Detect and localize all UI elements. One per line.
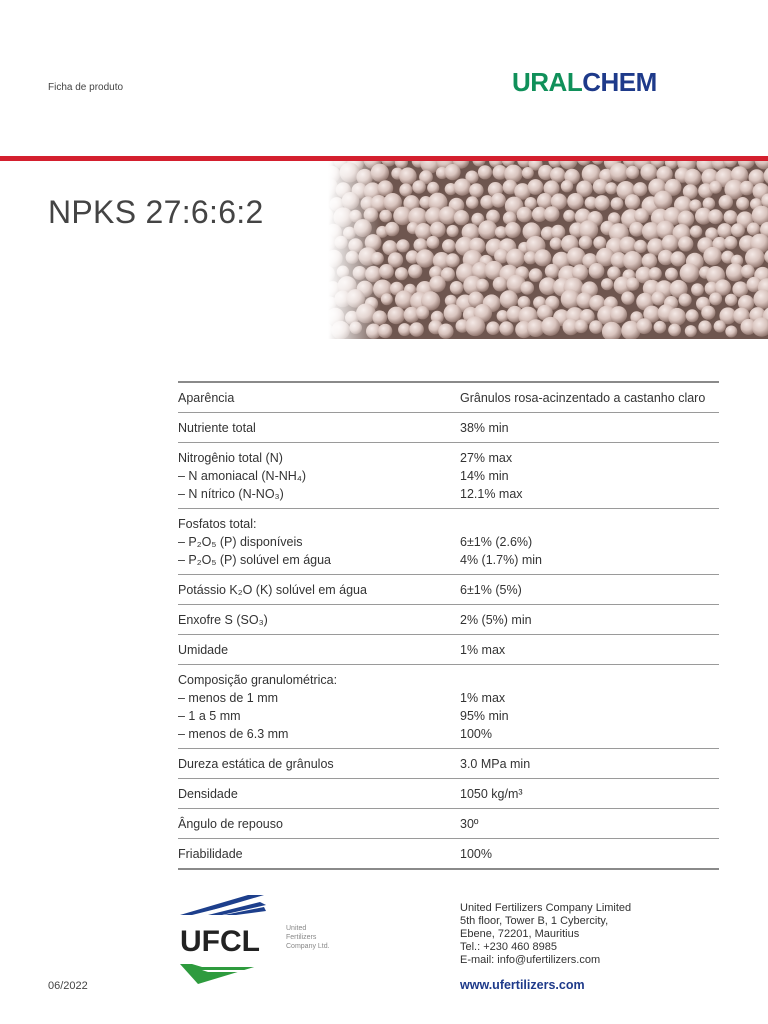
spec-label-line: – 1 a 5 mm xyxy=(178,709,241,723)
spec-row xyxy=(178,605,719,635)
spec-label-line: Aparência xyxy=(178,391,235,405)
spec-row xyxy=(178,509,719,575)
spec-label-line: – P₂O₅ (P) disponíveis xyxy=(178,535,303,549)
spec-label xyxy=(178,839,460,870)
spec-row xyxy=(178,575,719,605)
email-address[interactable]: E-mail: info@ufertilizers.com xyxy=(460,954,601,966)
spec-label xyxy=(178,509,460,575)
spec-value-line: 95% min xyxy=(460,709,509,723)
spec-label xyxy=(178,779,460,809)
fertilizer-granules-image xyxy=(328,161,768,339)
spec-label-line: – menos de 1 mm xyxy=(178,691,279,705)
address-line-1: 5th floor, Tower B, 1 Cybercity, xyxy=(460,915,609,927)
spec-row xyxy=(178,809,719,839)
brand-name-part1: URAL xyxy=(512,67,583,97)
spec-label-line: Nitrogênio total (N) xyxy=(178,451,283,465)
logo-blue-stripes-icon xyxy=(180,895,266,915)
spec-label xyxy=(178,382,460,413)
uralchem-logo xyxy=(512,66,657,98)
spec-row xyxy=(178,413,719,443)
spec-value xyxy=(460,749,719,779)
spec-label xyxy=(178,575,460,605)
spec-row xyxy=(178,443,719,509)
company-name: United Fertilizers Company Limited xyxy=(460,902,632,914)
spec-label xyxy=(178,665,460,749)
spec-value xyxy=(460,509,719,575)
spec-value xyxy=(460,382,719,413)
address-line-2: Ebene, 72201, Mauritius xyxy=(460,928,580,940)
spec-label-line: Umidade xyxy=(178,643,229,657)
ufcl-logo xyxy=(178,893,338,985)
spec-value xyxy=(460,413,719,443)
ufcl-subtitle-line1: United xyxy=(286,925,307,932)
document-type-label: Ficha de produto xyxy=(48,82,124,93)
spec-row xyxy=(178,665,719,749)
spec-value-line: 30º xyxy=(460,817,479,831)
spec-row xyxy=(178,839,719,870)
spec-value xyxy=(460,665,719,749)
spec-row xyxy=(178,382,719,413)
spec-value-line: 6±1% (5%) xyxy=(460,583,522,597)
logo-green-stripes-icon xyxy=(180,964,264,984)
spec-value xyxy=(460,443,719,509)
spec-label-line: Dureza estática de grânulos xyxy=(178,757,334,771)
spec-value-line xyxy=(460,515,719,533)
product-title: NPKS 27:6:6:2 xyxy=(48,194,264,230)
spec-value-line: 14% min xyxy=(460,469,509,483)
spec-value xyxy=(460,839,719,870)
spec-value xyxy=(460,575,719,605)
spec-label xyxy=(178,635,460,665)
spec-value-line: 100% xyxy=(460,847,492,861)
spec-label xyxy=(178,749,460,779)
spec-value xyxy=(460,635,719,665)
spec-label-line: Ângulo de repouso xyxy=(178,817,283,831)
spec-label-line: Composição granulométrica: xyxy=(178,673,338,687)
spec-label-line: Nutriente total xyxy=(178,421,256,435)
company-address xyxy=(460,902,631,967)
website-link[interactable]: www.ufertilizers.com xyxy=(460,978,585,992)
spec-label-line: Friabilidade xyxy=(178,847,243,861)
spec-value-line: 12.1% max xyxy=(460,487,523,501)
spec-label-line: – N amoniacal (N-NH₄) xyxy=(178,469,307,483)
spec-label xyxy=(178,809,460,839)
spec-value-line: 1% max xyxy=(460,691,506,705)
brand-name-part2: CHEM xyxy=(582,67,657,97)
spec-label-line: – menos de 6.3 mm xyxy=(178,727,289,741)
spec-value-line: 3.0 MPa min xyxy=(460,757,531,771)
ufcl-logo-text: UFCL xyxy=(180,925,260,958)
spec-value-line: 4% (1.7%) min xyxy=(460,553,542,567)
ufcl-subtitle-line2: Fertilizers xyxy=(286,934,317,941)
spec-label-line: Densidade xyxy=(178,787,238,801)
document-date: 06/2022 xyxy=(48,980,88,992)
spec-value-line: 38% min xyxy=(460,421,509,435)
spec-label-line: Potássio K₂O (K) solúvel em água xyxy=(178,583,367,597)
spec-value-line: 1% max xyxy=(460,643,506,657)
spec-row xyxy=(178,749,719,779)
spec-value-line xyxy=(460,671,719,689)
spec-value xyxy=(460,605,719,635)
spec-value xyxy=(460,809,719,839)
spec-row xyxy=(178,779,719,809)
spec-row xyxy=(178,635,719,665)
spec-label-line: Fosfatos total: xyxy=(178,517,257,531)
specifications-table xyxy=(178,381,719,870)
spec-label-line: – N nítrico (N-NO₃) xyxy=(178,487,284,501)
spec-value-line: Grânulos rosa-acinzentado a castanho claro xyxy=(460,391,706,405)
spec-value-line: 1050 kg/m³ xyxy=(460,787,523,801)
spec-label xyxy=(178,443,460,509)
ufcl-subtitle-line3: Company Ltd. xyxy=(286,943,330,950)
spec-label xyxy=(178,413,460,443)
spec-value xyxy=(460,779,719,809)
spec-label xyxy=(178,605,460,635)
spec-value-line: 2% (5%) min xyxy=(460,613,532,627)
spec-value-line: 100% xyxy=(460,727,492,741)
spec-label-line: – P₂O₅ (P) solúvel em água xyxy=(178,553,332,567)
phone-number: Tel.: +230 460 8985 xyxy=(460,941,557,953)
spec-label-line: Enxofre S (SO₃) xyxy=(178,613,268,627)
spec-value-line: 6±1% (2.6%) xyxy=(460,535,533,549)
spec-value-line: 27% max xyxy=(460,451,513,465)
